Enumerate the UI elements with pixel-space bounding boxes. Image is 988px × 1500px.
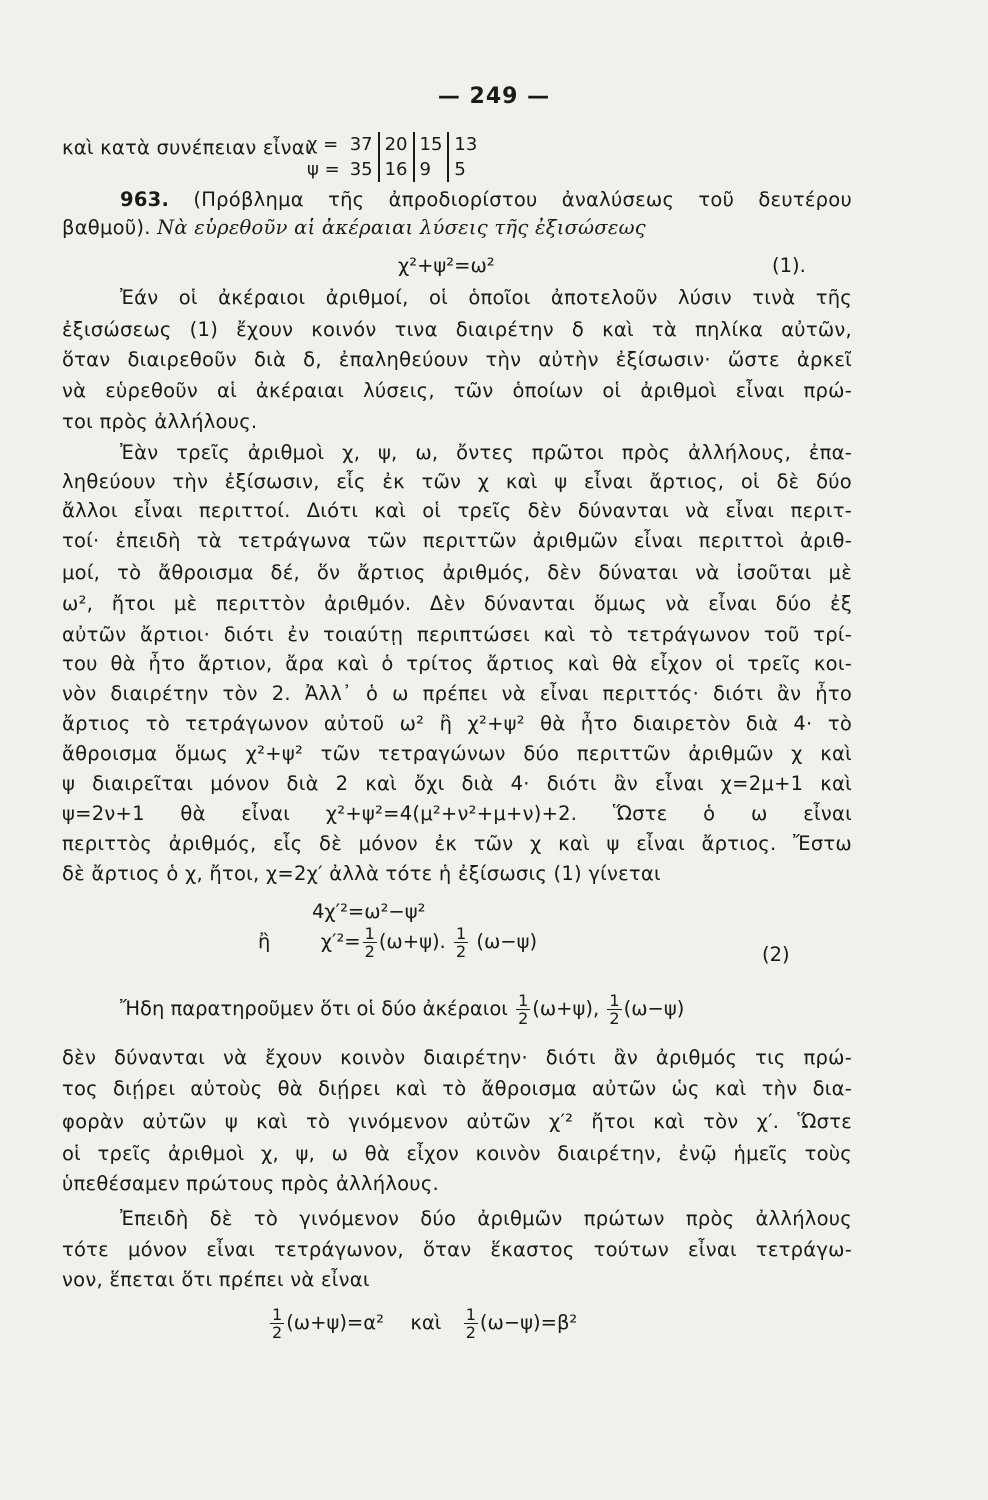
text-line: ἄρτιος τὸ τετράγωνον αὐτοῦ ω² ἢ χ²+ψ² θὰ ἦτο διαιρετὸν διὰ 4· τὸ bbox=[62, 712, 852, 735]
text-line: του θὰ ἦτο ἄρτιον, ἄρα καὶ ὁ τρίτος ἄρτιος καὶ θὰ εἶχον οἱ τρεῖς κοι- bbox=[62, 652, 852, 675]
psi-var: ψ = bbox=[307, 159, 340, 180]
text-line: ἐξισώσεως (1) ἔχουν κοινόν τινα διαιρέτην δ καὶ τὰ πηλίκα αὐτῶν, bbox=[62, 318, 852, 341]
text-line: αὐτῶν ἄρτιοι· διότι ἐν τοιαύτῃ περιπτώσει καὶ τὸ τετράγωνον τοῦ τρί- bbox=[62, 623, 852, 646]
para3-first-line bbox=[120, 992, 684, 1027]
values-table bbox=[302, 132, 482, 182]
psi-value: 16 bbox=[379, 157, 414, 182]
fraction-half: $\frac{1}{2}$ bbox=[272, 1305, 283, 1342]
final-part1: (ω+ψ)=α² bbox=[286, 1311, 384, 1334]
equation-2 bbox=[258, 925, 537, 960]
problem-subtitle bbox=[62, 214, 852, 242]
text-line: περιττὸς ἀριθμός, εἷς δὲ μόνον ἐκ τῶν χ καὶ ψ εἶναι ἄρτιος. Ἔστω bbox=[62, 832, 852, 855]
fraction-half: $\frac{1}{2}$ bbox=[465, 1305, 476, 1342]
psi-value: 35 bbox=[349, 159, 373, 180]
equation-1: χ²+ψ²=ω² bbox=[398, 254, 495, 277]
psi-value: 5 bbox=[448, 157, 482, 182]
chi-value: 37 bbox=[349, 134, 373, 155]
text-line: τοί· ἐπειδὴ τὰ τετράγωνα τῶν περιττῶν ἀριθμῶν εἶναι περιττοὶ ἀριθ- bbox=[62, 529, 852, 552]
text-line: ψ διαιρεῖται μόνον διὰ 2 καὶ ὄχι διὰ 4· διότι ἂν εἶναι χ=2μ+1 καὶ bbox=[62, 772, 852, 795]
text-line: μοί, τὸ ἄθροισμα δέ, ὅν ἄρτιος ἀριθμός, δὲν δύναται νὰ ἰσοῦται μὲ bbox=[62, 561, 852, 584]
text-line: ἄλλοι εἶναι περιττοί. Διότι καὶ οἱ τρεῖς δὲν δύνανται νὰ εἶναι περιτ- bbox=[62, 499, 852, 522]
problem-title-line2: βαθμοῦ). bbox=[62, 216, 151, 239]
psi-row bbox=[302, 157, 482, 182]
final-equation bbox=[268, 1306, 577, 1341]
text-line: τος διῄρει αὐτοὺς θὰ διῄρει καὶ τὸ ἄθροισμα αὐτῶν ὡς καὶ τὴν δια- bbox=[62, 1077, 852, 1100]
text-line: ληθεύουν τὴν ἐξίσωσιν, εἷς ἐκ τῶν χ καὶ ψ εἶναι ἄρτιος, οἱ δὲ δύο bbox=[62, 470, 852, 493]
text-line: Ἐάν οἱ ἀκέραιοι ἀριθμοί, οἱ ὁποῖοι ἀποτελοῦν λύσιν τινὰ τῆς bbox=[120, 286, 852, 309]
text-line: ὅταν διαιρεθοῦν διὰ δ, ἐπαληθεύουν τὴν αὐτὴν ἐξίσωσιν· ὥστε ἀρκεῖ bbox=[62, 348, 852, 371]
text-line: ὑπεθέσαμεν πρώτους πρὸς ἀλλήλους. bbox=[62, 1172, 439, 1195]
intro-prefix: καὶ κατὰ συνέπειαν εἶναι bbox=[62, 136, 312, 159]
chi-row bbox=[302, 132, 482, 157]
fraction-half: $\frac{1}{2}$ bbox=[455, 924, 467, 961]
para3-expr2: (ω−ψ) bbox=[623, 997, 685, 1020]
text-line: τότε μόνον εἶναι τετράγωνον, ὅταν ἕκαστος τούτων εἶναι τετράγω- bbox=[62, 1238, 852, 1261]
text-line: νὸν διαιρέτην τὸν 2. Ἀλλ᾽ ὁ ω πρέπει νὰ εἶναι περιττός· διότι ἂν ἦτο bbox=[62, 682, 852, 705]
problem-statement: Νὰ εὑρεθοῦν αἱ ἀκέραιαι λύσεις τῆς ἐξισώσεως bbox=[157, 216, 646, 239]
text-line: τοι πρὸς ἀλλήλους. bbox=[62, 410, 258, 433]
psi-value: 9 bbox=[414, 157, 449, 182]
text-line: Ἐπειδὴ δὲ τὸ γινόμενον δύο ἀριθμῶν πρώτων πρὸς ἀλλήλους bbox=[120, 1207, 852, 1230]
para3-expr1: (ω+ψ), bbox=[532, 997, 600, 1020]
fraction-half: $\frac{1}{2}$ bbox=[518, 991, 529, 1028]
fraction-half: $\frac{1}{2}$ bbox=[364, 924, 375, 961]
text-line: ψ=2ν+1 θὰ εἶναι χ²+ψ²=4(μ²+ν²+μ+ν)+2. Ὥστε ὁ ω εἶναι bbox=[62, 802, 852, 825]
text-line: Ἐὰν τρεῖς ἀριθμοὶ χ, ψ, ω, ὄντες πρῶτοι πρὸς ἀλλήλους, ἐπα- bbox=[120, 441, 852, 464]
problem-number: 963. bbox=[120, 188, 170, 211]
problem-heading bbox=[120, 186, 852, 214]
text-line: δὲ ἄρτιος ὁ χ, ἤτοι, χ=2χ′ ἀλλὰ τότε ἡ ἐξίσωσις (1) γίνεται bbox=[62, 862, 661, 885]
problem-title-line1: (Πρόβλημα τῆς ἀπροδιορίστου ἀναλύσεως τοῦ δευτέρου bbox=[193, 188, 852, 211]
equation-2-number: (2) bbox=[762, 943, 790, 966]
text-line: οἱ τρεῖς ἀριθμοὶ χ, ψ, ω θὰ εἶχον κοινὸν διαιρέτην, ἐνῷ ἡμεῖς τοὺς bbox=[62, 1142, 852, 1165]
equation-2-part1: (ω+ψ). bbox=[378, 930, 446, 953]
text-line: ω², ἤτοι μὲ περιττὸν ἀριθμόν. Δὲν δύνανται ὅμως νὰ εἶναι δύο ἐξ bbox=[62, 592, 852, 615]
text-line: νὰ εὑρεθοῦν αἱ ἀκέραιαι λύσεις, τῶν ὁποίων οἱ ἀριθμοὶ εἶναι πρώ- bbox=[62, 379, 852, 402]
equation-2-prefix: ἢ bbox=[258, 930, 271, 953]
equation-2-lhs: χ′²= bbox=[320, 930, 361, 953]
chi-value: 20 bbox=[379, 132, 414, 157]
final-part2: (ω−ψ)=β² bbox=[479, 1311, 578, 1334]
text-line: δὲν δύνανται νὰ ἔχουν κοινὸν διαιρέτην· διότι ἂν ἀριθμός τις πρώ- bbox=[62, 1046, 852, 1069]
chi-var: χ = bbox=[307, 134, 339, 155]
equation-2-part2: (ω−ψ) bbox=[476, 930, 538, 953]
chi-value: 15 bbox=[414, 132, 449, 157]
final-conj: καὶ bbox=[410, 1311, 442, 1334]
para3-lead: Ἤδη παρατηροῦμεν ὅτι οἱ δύο ἀκέραιοι bbox=[120, 997, 508, 1020]
chi-value: 13 bbox=[448, 132, 482, 157]
equation-4x: 4χ′²=ω²−ψ² bbox=[312, 900, 426, 923]
text-line: φορὰν αὐτῶν ψ καὶ τὸ γινόμενον αὐτῶν χ′² ἤτοι καὶ τὸν χ′. Ὥστε bbox=[62, 1110, 852, 1133]
fraction-half: $\frac{1}{2}$ bbox=[609, 991, 620, 1028]
page-number: — 249 — bbox=[437, 84, 551, 109]
text-line: νον, ἕπεται ὅτι πρέπει νὰ εἶναι bbox=[62, 1268, 370, 1291]
text-line: ἄθροισμα ὅμως χ²+ψ² τῶν τετραγώνων δύο περιττῶν ἀριθμῶν χ καὶ bbox=[62, 742, 852, 765]
equation-1-number: (1). bbox=[772, 254, 806, 277]
